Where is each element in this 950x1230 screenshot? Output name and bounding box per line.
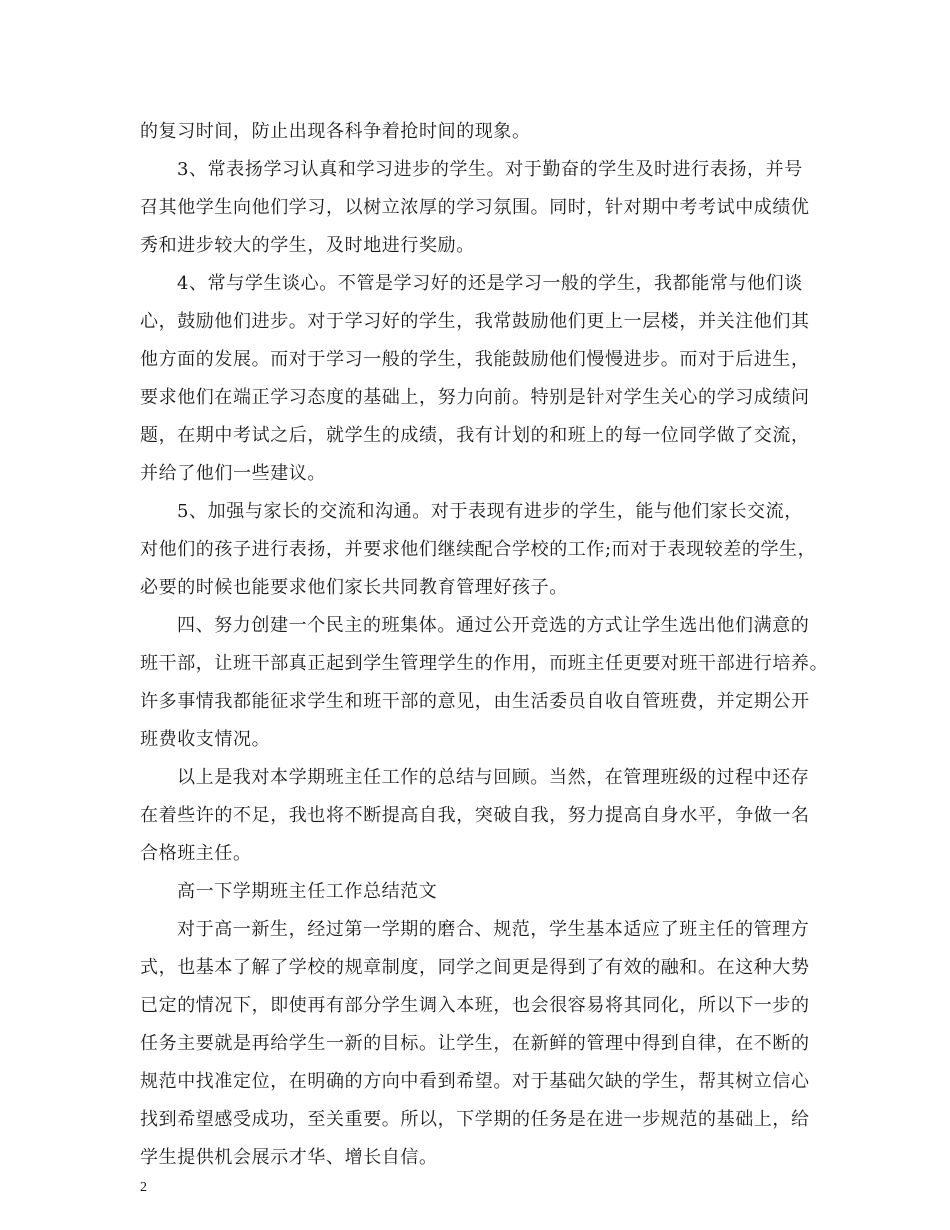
text-line: 在着些许的不足，我也将不断提高自我，突破自我，努力提高自身水平，争做一名 bbox=[140, 805, 810, 826]
text-line: 并给了他们一些建议。 bbox=[140, 463, 326, 484]
text-line: 召其他学生向他们学习，以树立浓厚的学习氛围。同时，针对期中考考试中成绩优 bbox=[140, 197, 810, 218]
text-line: 3、常表扬学习认真和学习进步的学生。对于勤奋的学生及时进行表扬，并号 bbox=[177, 159, 803, 180]
text-line: 秀和进步较大的学生，及时地进行奖励。 bbox=[140, 235, 475, 256]
text-line: 题，在期中考试之后，就学生的成绩，我有计划的和班上的每一位同学做了交流， bbox=[140, 425, 810, 446]
text-line: 式，也基本了解了学校的规章制度，同学之间更是得到了有效的融和。在这种大势 bbox=[140, 957, 810, 978]
text-line: 4、常与学生谈心。不管是学习好的还是学习一般的学生，我都能常与他们谈 bbox=[177, 273, 803, 294]
text-line: 必要的时候也能要求他们家长共同教育管理好孩子。 bbox=[140, 577, 568, 598]
text-line: 任务主要就是再给学生一新的目标。让学生，在新鲜的管理中得到自律，在不断的 bbox=[140, 1033, 810, 1054]
text-line: 学生提供机会展示才华、增长自信。 bbox=[140, 1147, 438, 1168]
text-line: 他方面的发展。而对于学习一般的学生，我能鼓励他们慢慢进步。而对于后进生， bbox=[140, 349, 810, 370]
text-line: 找到希望感受成功，至关重要。所以，下学期的任务是在进一步规范的基础上，给 bbox=[140, 1109, 810, 1130]
text-line: 合格班主任。 bbox=[140, 843, 252, 864]
text-line: 心，鼓励他们进步。对于学习好的学生，我常鼓励他们更上一层楼，并关注他们其 bbox=[140, 311, 810, 332]
text-line: 四、努力创建一个民主的班集体。通过公开竞选的方式让学生选出他们满意的 bbox=[177, 615, 810, 636]
page-number: 2 bbox=[140, 1180, 147, 1195]
text-line: 许多事情我都能征求学生和班干部的意见，由生活委员自收自管班费，并定期公开 bbox=[140, 691, 810, 712]
text-line: 5、加强与家长的交流和沟通。对于表现有进步的学生，能与他们家长交流， bbox=[177, 501, 803, 522]
section-heading: 高一下学期班主任工作总结范文 bbox=[177, 881, 438, 902]
text-line: 的复习时间，防止出现各科争着抢时间的现象。 bbox=[140, 121, 531, 142]
text-line: 班干部，让班干部真正起到学生管理学生的作用，而班主任更要对班干部进行培养。 bbox=[140, 653, 829, 674]
text-line: 对他们的孩子进行表扬，并要求他们继续配合学校的工作;而对于表现较差的学生， bbox=[140, 539, 817, 560]
text-line: 对于高一新生，经过第一学期的磨合、规范，学生基本适应了班主任的管理方 bbox=[177, 919, 810, 940]
text-line: 要求他们在端正学习态度的基础上，努力向前。特别是针对学生关心的学习成绩问 bbox=[140, 387, 810, 408]
text-line: 班费收支情况。 bbox=[140, 729, 271, 750]
text-line: 已定的情况下，即使再有部分学生调入本班，也会很容易将其同化，所以下一步的 bbox=[140, 995, 810, 1016]
text-line: 规范中找准定位，在明确的方向中看到希望。对于基础欠缺的学生，帮其树立信心 bbox=[140, 1071, 810, 1092]
text-line: 以上是我对本学期班主任工作的总结与回顾。当然，在管理班级的过程中还存 bbox=[177, 767, 810, 788]
